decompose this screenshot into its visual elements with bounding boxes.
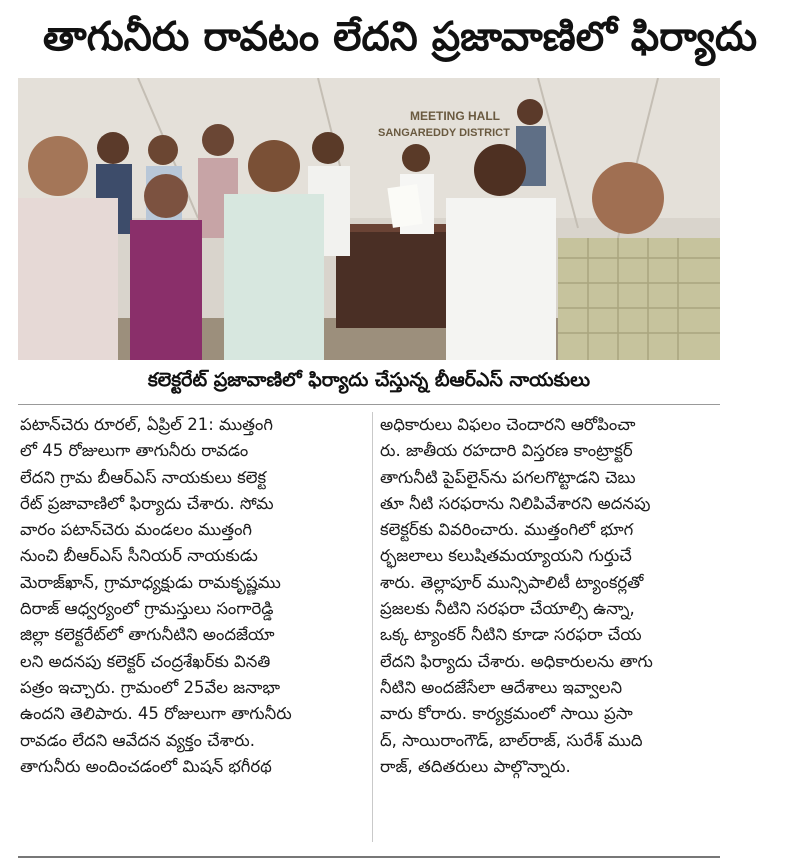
article-line: ఒక్క ట్యాంకర్ నీటిని కూడా సరఫరా చేయ xyxy=(380,625,642,645)
article-line: తూ నీటి సరఫరాను నిలిపివేశారని అదనపు xyxy=(380,493,651,513)
article-line: లో 45 రోజులుగా తాగునీరు రావడం xyxy=(20,441,249,461)
article-line: ఉందని తెలిపారు. 45 రోజులుగా తాగునీరు xyxy=(20,704,292,724)
article-line: పత్రం ఇచ్చారు. గ్రామంలో 25వేల జనాభా xyxy=(20,677,281,697)
article-line: వారు కోరారు. కార్యక్రమంలో సాయి ప్రసా xyxy=(380,704,633,724)
column-divider xyxy=(372,412,373,842)
article-line: ద్, సాయిరాంగౌడ్, బాల్‌రాజ్, సురేశ్ ముది xyxy=(380,730,643,750)
article-line: అధికారులు విఫలం చెందారని ఆరోపించా xyxy=(380,415,636,434)
article-column-right xyxy=(380,412,722,780)
article-line: ర్భజలాలు కలుషితమయ్యాయని గుర్తుచే xyxy=(380,546,632,566)
article-column-left xyxy=(20,412,362,780)
article-line: శారు. తెల్లాపూర్ మున్సిపాలిటీ ట్యాంకర్లతో xyxy=(380,572,644,592)
article-line: మెరాజ్‌ఖాన్, గ్రామాధ్యక్షుడు రామకృష్ణము xyxy=(20,572,281,592)
article-line: వారం పటాన్‌చెరు మండలం ముత్తంగి xyxy=(20,520,253,540)
article-line: పటాన్‌చెరు రూరల్, ఏప్రిల్ 21: ముత్తంగి xyxy=(20,415,274,434)
caption-divider xyxy=(18,404,720,405)
article-line: రేట్ ప్రజావాణిలో ఫిర్యాదు చేశారు. సోమ xyxy=(20,493,274,513)
article-line: దిరాజ్ ఆధ్వర్యంలో గ్రామస్తులు సంగారెడ్డి xyxy=(20,599,274,619)
wall-sign-line1: MEETING HALL xyxy=(410,109,500,123)
article-line: తాగునీటి పైప్‌లైన్‌ను పగలగొట్టాడని చెబు xyxy=(380,467,636,487)
article-line: తాగునీరు అందించడంలో మిషన్ భగీరథ xyxy=(20,756,272,776)
article-body xyxy=(18,412,720,852)
article-line: జిల్లా కలెక్టరేట్‌లో తాగునీటిని అందజేయా xyxy=(20,625,275,645)
article-line: రాజ్, తదితరులు పాల్గొన్నారు. xyxy=(380,756,571,776)
bottom-rule xyxy=(18,856,720,858)
wall-sign-line2: SANGAREDDY DISTRICT xyxy=(378,127,510,139)
news-photo xyxy=(18,78,720,360)
article-line: రు. జాతీయ రహదారి విస్తరణ కాంట్రాక్టర్ xyxy=(380,441,633,461)
article-line: లని అదనపు కలెక్టర్ చంద్రశేఖర్‌కు వినతి xyxy=(20,651,271,671)
article-line: నుంచి బీఆర్ఎస్ సీనియర్ నాయకుడు xyxy=(20,546,258,566)
article-line: నీటిని అందజేసేలా ఆదేశాలు ఇవ్వాలని xyxy=(380,677,623,697)
article-line: లేదని గ్రామ బీఆర్ఎస్ నాయకులు కలెక్ట xyxy=(20,467,267,487)
article-line: ప్రజలకు నీటిని సరఫరా చేయాల్సి ఉన్నా, xyxy=(380,599,635,619)
article-line: లేదని ఫిర్యాదు చేశారు. అధికారులను తాగు xyxy=(380,651,653,671)
photo-caption: కలెక్టరేట్ ప్రజావాణిలో ఫిర్యాదు చేస్తున్న బీఆర్ఎస్ నాయకులు xyxy=(147,368,591,391)
headline: తాగునీరు రావటం లేదని ప్రజావాణిలో ఫిర్యాదు xyxy=(42,14,758,60)
article-line: రావడం లేదని ఆవేదన వ్యక్తం చేశారు. xyxy=(20,730,255,750)
article-line: కలెక్టర్‌కు వివరించారు. ముత్తంగిలో భూగ xyxy=(380,520,634,540)
